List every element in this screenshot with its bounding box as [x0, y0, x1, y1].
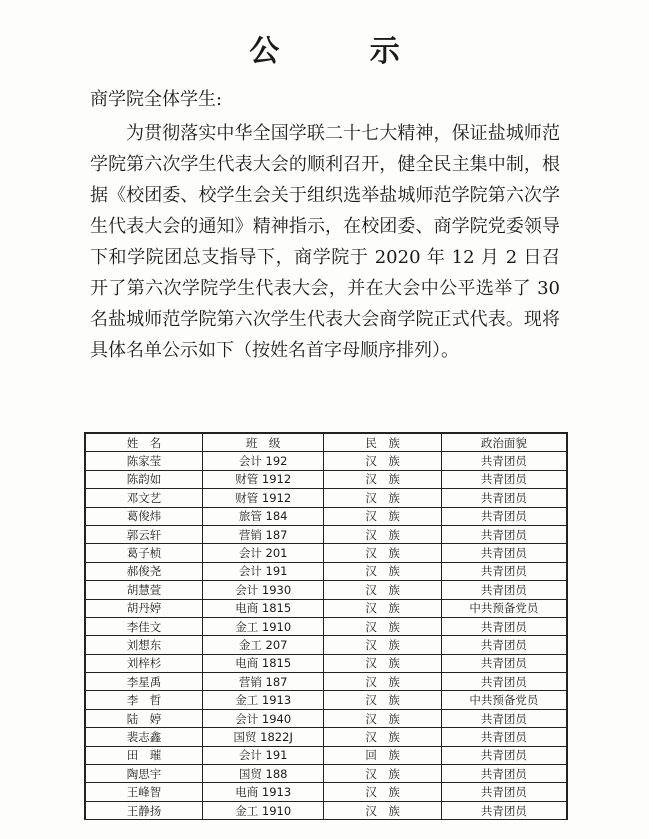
- cell-political-status: 共青团员: [441, 636, 567, 654]
- cell-political-status: 共青团员: [441, 581, 567, 599]
- cell-political-status: 共青团员: [441, 489, 567, 507]
- header-name: 姓 名: [85, 433, 202, 452]
- cell-name: 李 哲: [85, 691, 202, 709]
- cell-class: 金工 207: [202, 636, 324, 654]
- cell-ethnicity: 汉 族: [324, 599, 441, 617]
- cell-ethnicity: 汉 族: [324, 617, 441, 635]
- header-ethnicity: 民 族: [324, 433, 441, 452]
- table-row: [85, 783, 567, 801]
- cell-political-status: 共青团员: [441, 765, 567, 783]
- cell-ethnicity: 汉 族: [324, 783, 441, 801]
- header-political-status: 政治面貌: [441, 433, 567, 452]
- cell-class: 金工 1910: [202, 617, 324, 635]
- table-row: [85, 673, 567, 691]
- table-row: [85, 765, 567, 783]
- cell-name: 陆 婷: [85, 709, 202, 727]
- header-class: 班 级: [202, 433, 324, 452]
- cell-political-status: 共青团员: [441, 452, 567, 470]
- table-row: [85, 617, 567, 635]
- cell-name: 陈家莹: [85, 452, 202, 470]
- cell-political-status: 共青团员: [441, 525, 567, 543]
- cell-name: 李星禹: [85, 673, 202, 691]
- cell-name: 郭云轩: [85, 525, 202, 543]
- cell-class: 营销 187: [202, 525, 324, 543]
- table-row: [85, 525, 567, 543]
- cell-class: 电商 1815: [202, 654, 324, 672]
- cell-ethnicity: 汉 族: [324, 452, 441, 470]
- cell-ethnicity: 回 族: [324, 746, 441, 764]
- cell-class: 会计 191: [202, 746, 324, 764]
- cell-political-status: 共青团员: [441, 507, 567, 525]
- representative-table: [84, 432, 568, 820]
- cell-class: 会计 1930: [202, 581, 324, 599]
- cell-name: 葛子桢: [85, 544, 202, 562]
- cell-ethnicity: 汉 族: [324, 507, 441, 525]
- cell-name: 陈韵如: [85, 470, 202, 488]
- cell-class: 营销 187: [202, 673, 324, 691]
- table-row: [85, 654, 567, 672]
- cell-ethnicity: 汉 族: [324, 470, 441, 488]
- cell-name: 郝俊尧: [85, 562, 202, 580]
- cell-political-status: 共青团员: [441, 544, 567, 562]
- cell-political-status: 中共预备党员: [441, 599, 567, 617]
- cell-ethnicity: 汉 族: [324, 525, 441, 543]
- cell-class: 电商 1913: [202, 783, 324, 801]
- table-header-row: [85, 433, 567, 452]
- cell-ethnicity: 汉 族: [324, 544, 441, 562]
- table-row: [85, 452, 567, 470]
- cell-class: 旅管 184: [202, 507, 324, 525]
- table-row: [85, 544, 567, 562]
- cell-political-status: 共青团员: [441, 728, 567, 746]
- cell-name: 王静扬: [85, 801, 202, 819]
- cell-political-status: 共青团员: [441, 617, 567, 635]
- cell-ethnicity: 汉 族: [324, 691, 441, 709]
- cell-name: 陶思宇: [85, 765, 202, 783]
- cell-political-status: 共青团员: [441, 470, 567, 488]
- cell-political-status: 中共预备党员: [441, 691, 567, 709]
- table-row: [85, 728, 567, 746]
- cell-ethnicity: 汉 族: [324, 765, 441, 783]
- cell-ethnicity: 汉 族: [324, 709, 441, 727]
- cell-ethnicity: 汉 族: [324, 728, 441, 746]
- cell-ethnicity: 汉 族: [324, 489, 441, 507]
- cell-political-status: 共青团员: [441, 709, 567, 727]
- cell-name: 刘想东: [85, 636, 202, 654]
- cell-name: 王峰智: [85, 783, 202, 801]
- cell-class: 会计 201: [202, 544, 324, 562]
- cell-name: 田 璀: [85, 746, 202, 764]
- cell-name: 刘梓杉: [85, 654, 202, 672]
- table-row: [85, 599, 567, 617]
- cell-political-status: 共青团员: [441, 562, 567, 580]
- cell-class: 国贸 1822J: [202, 728, 324, 746]
- cell-class: 国贸 188: [202, 765, 324, 783]
- table-row: [85, 691, 567, 709]
- notice-title: 公 示: [249, 34, 440, 69]
- cell-political-status: 共青团员: [441, 783, 567, 801]
- cell-class: 金工 1913: [202, 691, 324, 709]
- cell-name: 胡丹婷: [85, 599, 202, 617]
- cell-ethnicity: 汉 族: [324, 654, 441, 672]
- cell-class: 会计 191: [202, 562, 324, 580]
- table-body: [85, 452, 567, 820]
- cell-name: 邓文艺: [85, 489, 202, 507]
- table-row: [85, 507, 567, 525]
- cell-political-status: 共青团员: [441, 673, 567, 691]
- salutation: 商学院全体学生:: [90, 89, 223, 110]
- table-row: [85, 709, 567, 727]
- table-row: [85, 636, 567, 654]
- cell-ethnicity: 汉 族: [324, 636, 441, 654]
- cell-class: 财管 1912: [202, 489, 324, 507]
- cell-name: 葛俊炜: [85, 507, 202, 525]
- cell-class: 会计 1940: [202, 709, 324, 727]
- cell-class: 电商 1815: [202, 599, 324, 617]
- table-row: [85, 801, 567, 819]
- table-row: [85, 470, 567, 488]
- cell-ethnicity: 汉 族: [324, 801, 441, 819]
- table-row: [85, 489, 567, 507]
- cell-political-status: 共青团员: [441, 746, 567, 764]
- notice-body: 为贯彻落实中华全国学联二十七大精神，保证盐城师范学院第六次学生代表大会的顺利召开，健全民主集中制，根据《校团委、校学生会关于组织选举盐城师范学院第六次学生代表大会的通知》精神指示，在校团委、商学院党委领导下和学院团总支指导下，商学院于 2020 年 12 月 2 日召开了第六次学院学生代表大会，并在大会中公平选举了 30 名盐城师范学院第六次学生代表大会商学院正式代表。现将具体名单公示如下（按姓名首字母顺序排列）。: [90, 123, 560, 361]
- cell-ethnicity: 汉 族: [324, 673, 441, 691]
- table-row: [85, 746, 567, 764]
- table-row: [85, 562, 567, 580]
- cell-class: 财管 1912: [202, 470, 324, 488]
- cell-name: 李佳文: [85, 617, 202, 635]
- cell-name: 裴志鑫: [85, 728, 202, 746]
- table-row: [85, 581, 567, 599]
- cell-political-status: 共青团员: [441, 654, 567, 672]
- cell-ethnicity: 汉 族: [324, 581, 441, 599]
- cell-political-status: 共青团员: [441, 801, 567, 819]
- cell-class: 会计 192: [202, 452, 324, 470]
- cell-ethnicity: 汉 族: [324, 562, 441, 580]
- cell-class: 金工 1910: [202, 801, 324, 819]
- cell-name: 胡慧萱: [85, 581, 202, 599]
